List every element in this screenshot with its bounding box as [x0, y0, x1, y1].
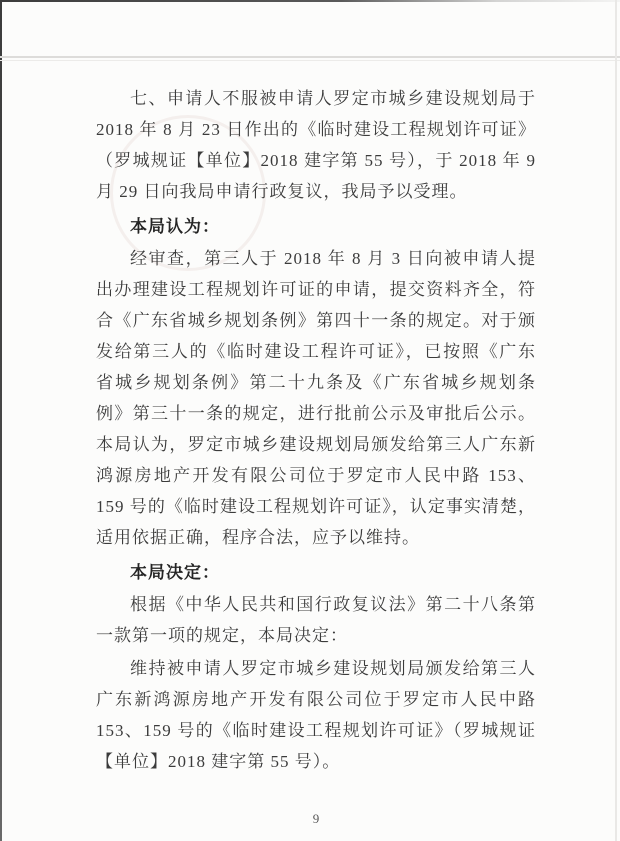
paper-fold-line	[0, 56, 620, 58]
paragraph: 经审查，第三人于 2018 年 8 月 3 日向被申请人提出办理建设工程规划许可证的申请，提交资料齐全，符合《广东省城乡规划条例》第四十一条的规定。对于颁发给第三人的《临时建设工程许可证》，已按照《广东省城乡规划条例》第二十九条及《广东省城乡规划条例》第三十一条的规定，进行批前公示及审批后公示。本局认为，罗定市城乡建设规划局颁发给第三人广东新鸿源房地产开发有限公司位于罗定市人民中路 153、159 号的《临时建设工程规划许可证》，认定事实清楚，适用依据正确，程序合法，应予以维持。	[96, 249, 536, 547]
section-heading: 本局决定：	[130, 563, 220, 582]
scan-edge-left	[0, 0, 2, 841]
section-heading: 本局认为：	[130, 217, 220, 236]
paper-fold-line-shadow	[0, 60, 620, 61]
scan-edge-right	[615, 0, 617, 841]
paragraph: 根据《中华人民共和国行政复议法》第二十八条第一款第一项的规定，本局决定：	[96, 595, 536, 645]
page-number: 9	[312, 811, 320, 826]
document-body	[96, 83, 536, 777]
scan-edge-top	[0, 0, 620, 2]
paragraph: 七、申请人不服被申请人罗定市城乡建设规划局于 2018 年 8 月 23 日作出的《临时建设工程规划许可证》（罗城规证【单位】2018 建字第 55 号），于 2018 年 9 月 29 日向我局申请行政复议，我局予以受理。	[96, 89, 536, 201]
paragraph: 维持被申请人罗定市城乡建设规划局颁发给第三人广东新鸿源房地产开发有限公司位于罗定市人民中路 153、159 号的《临时建设工程规划许可证》（罗城规证【单位】2018 建字第 55 号）。	[96, 659, 536, 771]
